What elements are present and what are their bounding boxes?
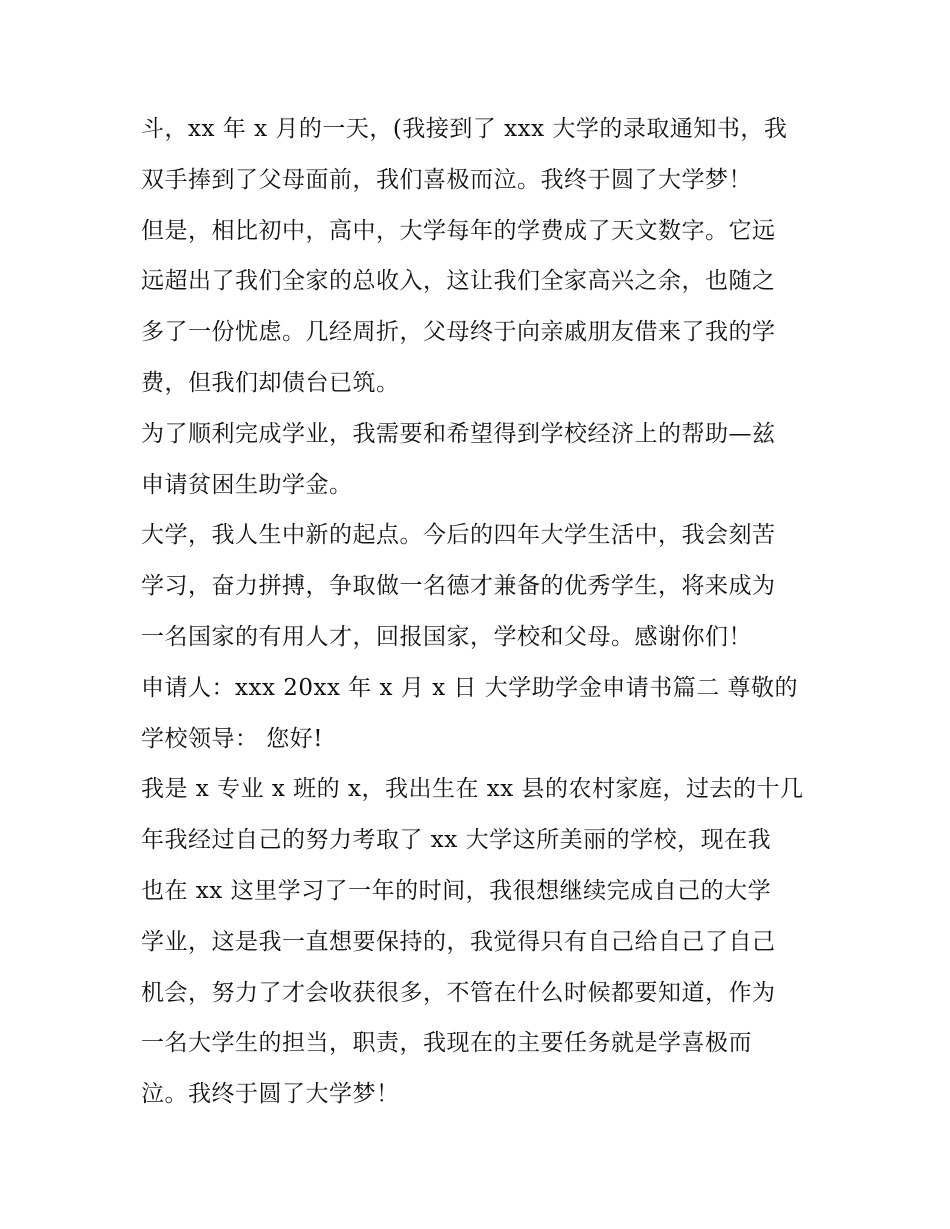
text-line: 也在 xx 这里学习了一年的时间，我很想继续完成自己的大学 — [141, 877, 772, 904]
text-line: 年我经过自己的努力考取了 xx 大学这所美丽的学校，现在我 — [141, 827, 772, 854]
text-line: 为了顺利完成学业，我需要和希望得到学校经济上的帮助—兹 — [141, 420, 776, 447]
text-line: 费，但我们却债台已筑。 — [141, 369, 400, 396]
text-line: 学业，这是我一直想要保持的，我觉得只有自己给自己了自己 — [141, 928, 776, 955]
text-line: 斗，xx 年 x 月的一天，(我接到了 xxx 大学的录取通知书，我 — [141, 116, 788, 142]
text-line: 机会，努力了才会收获很多，不管在什么时候都要知道，作为 — [141, 979, 776, 1006]
text-line: 远超出了我们全家的总收入，这让我们全家高兴之余，也随之 — [141, 268, 776, 295]
text-line: 一名国家的有用人才，回报国家，学校和父母。感谢你们！ — [141, 623, 752, 650]
text-line: 申请人：xxx 20xx 年 x 月 x 日 大学助学金申请书篇二 尊敬的 — [141, 674, 799, 701]
text-line: 我是 x 专业 x 班的 x，我出生在 xx 县的农村家庭，过去的十几 — [141, 776, 804, 803]
text-line: 学校领导： 您好! — [141, 725, 324, 752]
text-line: 但是，相比初中，高中，大学每年的学费成了天文数字。它远 — [141, 217, 776, 244]
text-line: 学习，奋力拼搏，争取做一名德才兼备的优秀学生，将来成为 — [141, 573, 776, 600]
text-line: 泣。我终于圆了大学梦！ — [141, 1081, 400, 1108]
text-line: 申请贫困生助学金。 — [141, 471, 353, 498]
text-line: 多了一份忧虑。几经周折，父母终于向亲戚朋友借来了我的学 — [141, 319, 776, 346]
text-line: 双手捧到了父母面前，我们喜极而泣。我终于圆了大学梦！ — [141, 166, 752, 193]
text-line: 一名大学生的担当，职责，我现在的主要任务就是学喜极而 — [141, 1030, 752, 1057]
text-line: 大学，我人生中新的起点。今后的四年大学生活中，我会刻苦 — [141, 522, 776, 549]
document-body — [141, 104, 813, 1120]
